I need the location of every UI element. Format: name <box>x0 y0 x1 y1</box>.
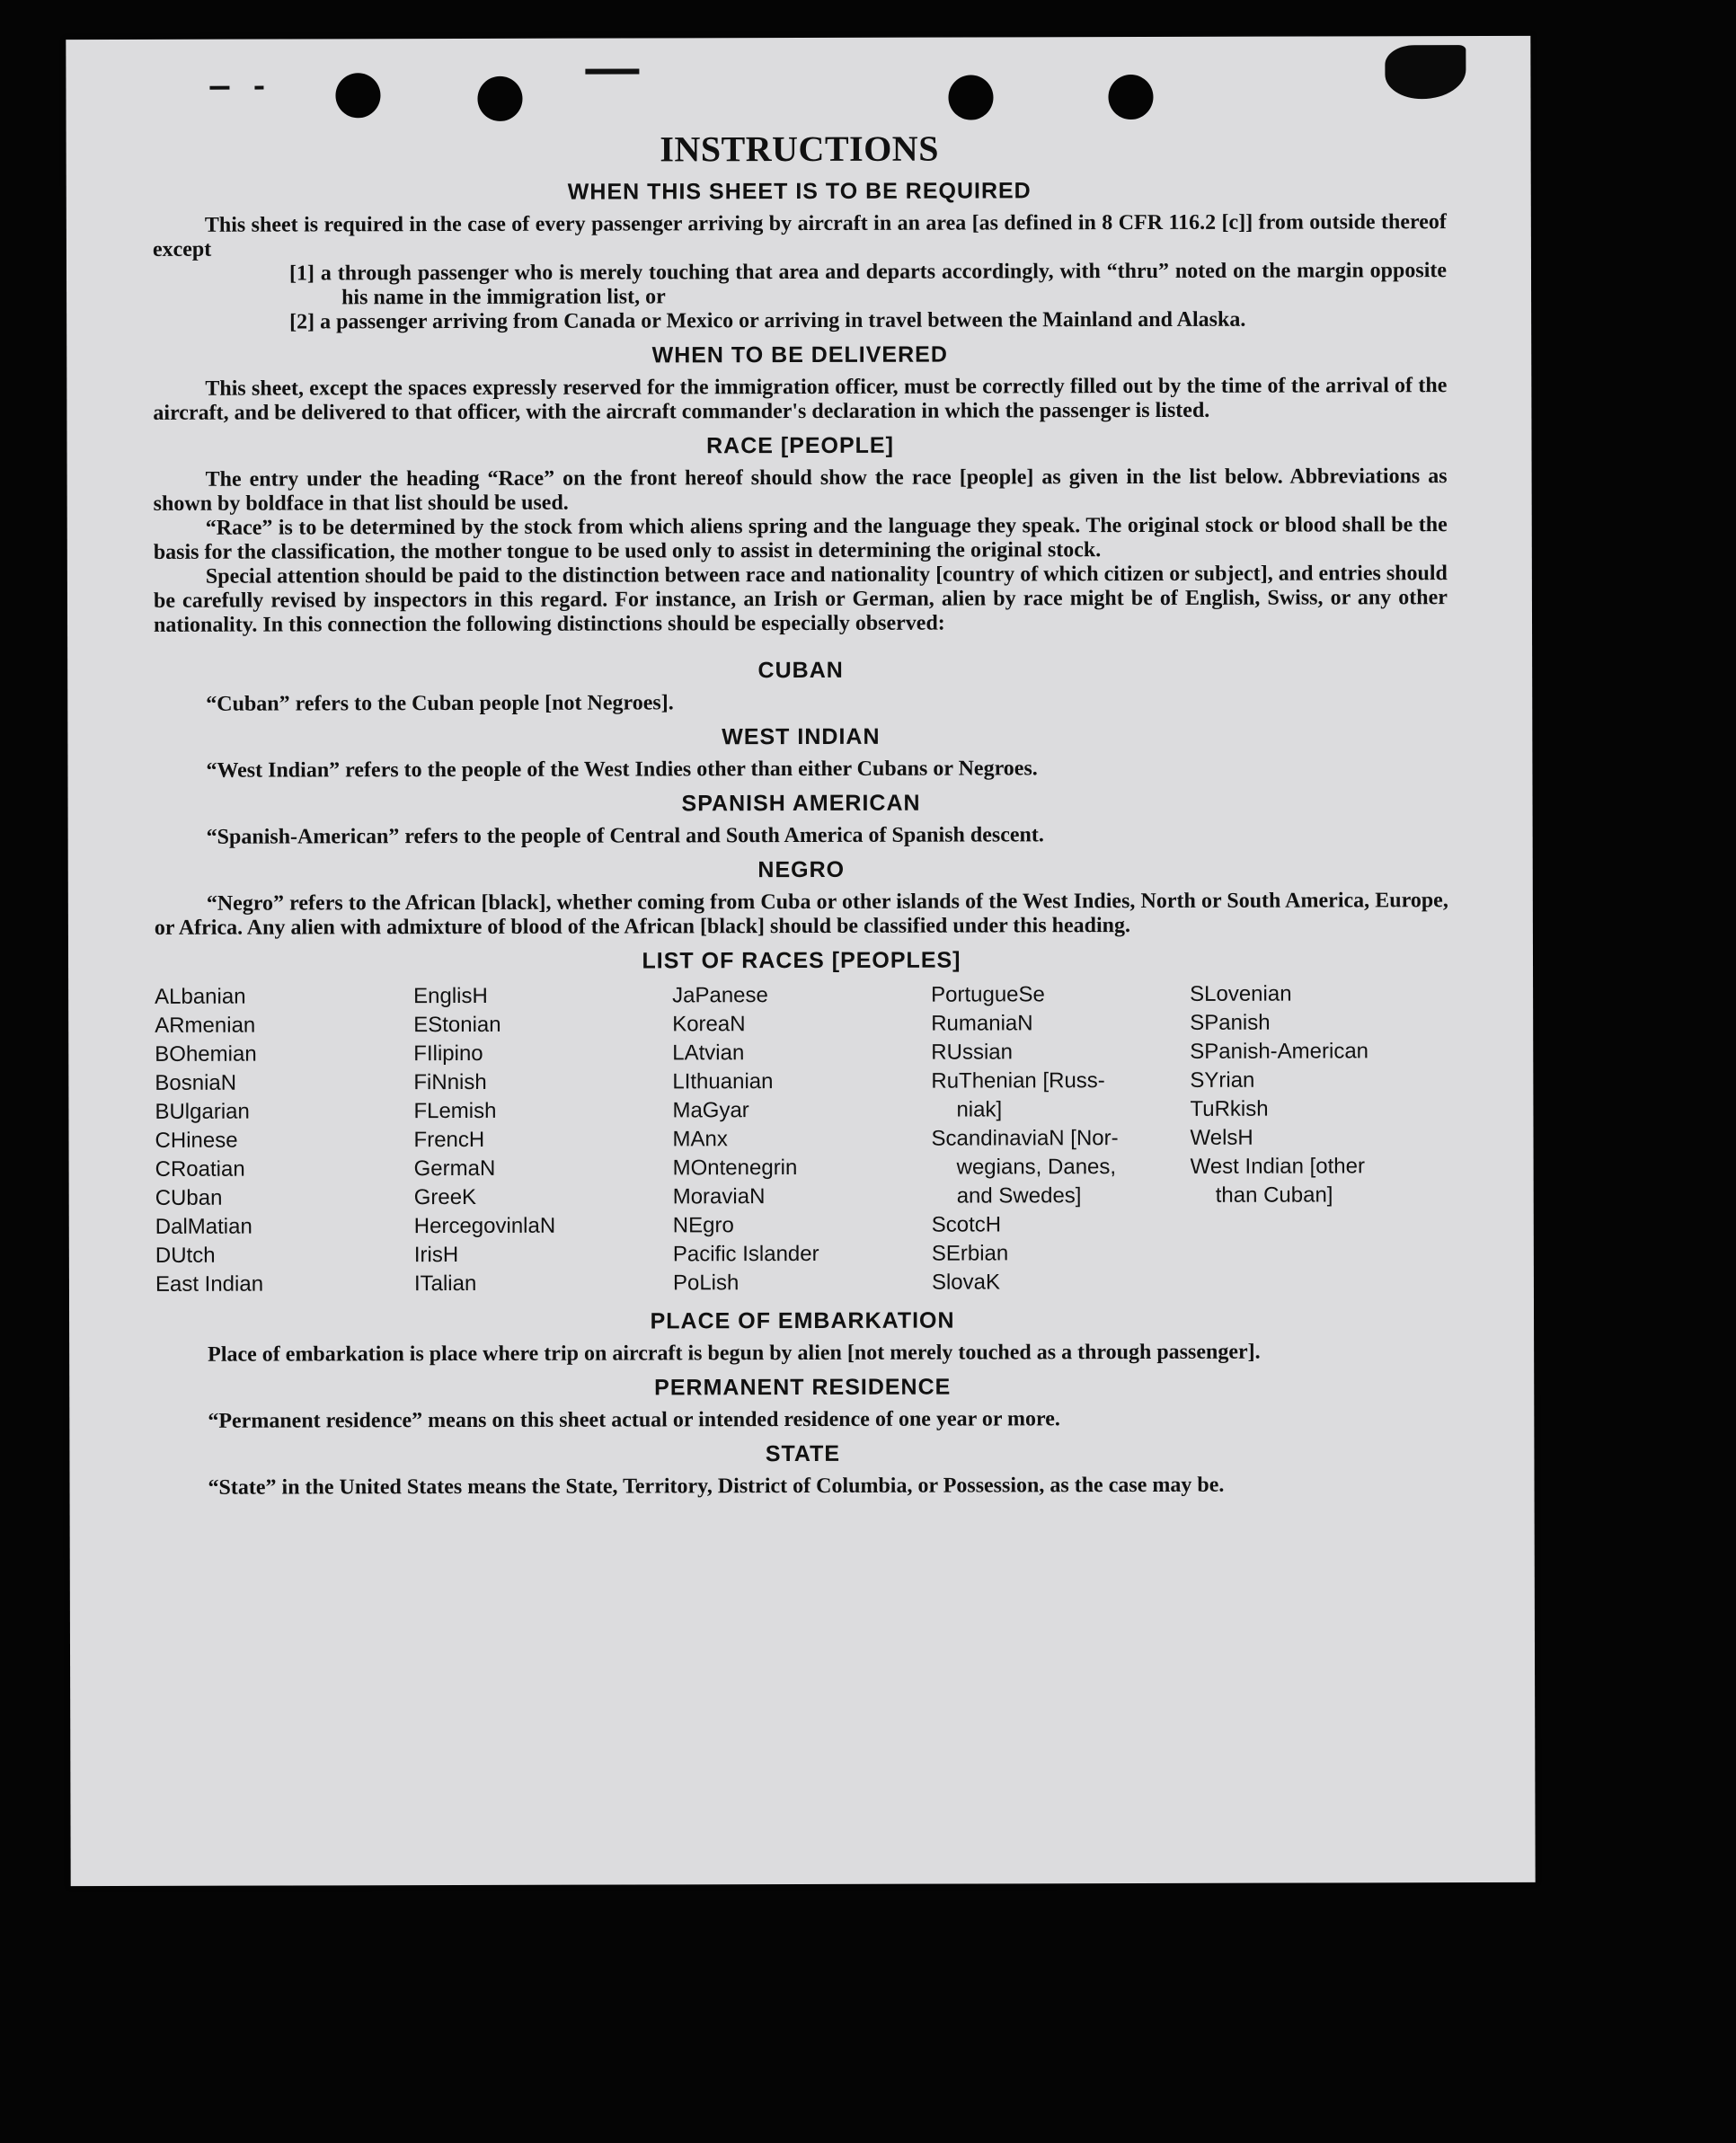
embarkation-text: Place of embarkation is place where trip on aircraft is begun by alien [not merely touched as a through passenger]. <box>208 1340 1261 1367</box>
race-item: SYrian <box>1190 1067 1255 1093</box>
race-item: Pacific Islander <box>672 1241 819 1267</box>
punch-hole <box>477 76 522 121</box>
races-column <box>413 981 673 1298</box>
race-item: LIthuanian <box>672 1069 774 1094</box>
race-paragraph: The entry under the heading “Race” on the front hereof should show the race [people] as given in the list below. Abbreviations as shown by boldface in that list should be used. <box>153 465 1448 516</box>
west-indian-text: “West Indian” refers to the people of the West Indies other than either Cubans or Negroes. <box>206 757 1038 783</box>
race-item: SLovenian <box>1190 981 1292 1006</box>
torn-corner <box>1385 45 1466 99</box>
race-item: GermaN <box>413 1156 496 1182</box>
race-item: West Indian [other <box>1190 1154 1365 1179</box>
race-item: than Cuban] <box>1215 1182 1333 1208</box>
heading-state: STATE <box>765 1440 841 1467</box>
race-item: BUlgarian <box>155 1099 250 1124</box>
race-item: KoreaN <box>672 1012 746 1037</box>
dash-mark <box>585 68 639 74</box>
race-item: CUban <box>155 1185 223 1210</box>
race-item: SErbian <box>931 1241 1009 1266</box>
heading-west-indian: WEST INDIAN <box>722 723 881 750</box>
race-item: MAnx <box>672 1127 728 1152</box>
heading-spanish-american: SPANISH AMERICAN <box>681 790 921 817</box>
race-item: FrencH <box>413 1127 485 1153</box>
race-item: SPanish <box>1190 1010 1271 1035</box>
race-item: ScotcH <box>931 1212 1002 1237</box>
punch-hole <box>948 75 993 120</box>
races-column <box>1190 979 1449 1297</box>
race-item: NEgro <box>672 1213 734 1238</box>
race-item: PortugueSe <box>931 982 1045 1007</box>
heading-list-of-races: LIST OF RACES [PEOPLES] <box>642 947 961 974</box>
state-text: “State” in the United States means the State, Territory, District of Columbia, or Possession, as the case may be. <box>208 1473 1225 1500</box>
race-item: GreeK <box>413 1184 477 1210</box>
race-item: RumaniaN <box>931 1011 1033 1036</box>
dash-mark <box>254 86 263 90</box>
race-item: FLemish <box>413 1098 497 1124</box>
heading-race: RACE [PEOPLE] <box>706 432 894 459</box>
race-item: CHinese <box>155 1128 238 1153</box>
required-item-1: [1] a through passenger who is merely touching that area and departs accordingly, with “thru” noted on the margin opposite his name in the immigration list, or <box>288 259 1448 310</box>
race-item: TuRkish <box>1190 1096 1269 1121</box>
heading-negro: NEGRO <box>757 856 846 883</box>
heading-cuban: CUBAN <box>757 657 844 684</box>
race-item: EnglisH <box>413 983 488 1009</box>
race-item: East Indian <box>155 1271 264 1297</box>
race-item: DUtch <box>155 1243 216 1268</box>
required-intro: This sheet is required in the case of every passenger arriving by aircraft in an area [as defined in 8 CFR 116.2 [c]] from outside thereof except <box>152 210 1447 261</box>
instruction-sheet <box>66 36 1535 1886</box>
punch-hole <box>335 73 380 118</box>
race-item: ALbanian <box>155 984 246 1009</box>
heading-embarkation: PLACE OF EMBARKATION <box>650 1307 955 1334</box>
race-item: ARmenian <box>155 1013 256 1038</box>
negro-text: “Negro” refers to the African [black], whether coming from Cuba or other islands of the West Indies, North or South America, Europe, or Africa. Any alien with admixture of blood of the African [black] should be classified under this heading. <box>154 889 1448 940</box>
race-item: SPanish-American <box>1190 1039 1369 1064</box>
race-item: EStonian <box>413 1012 501 1038</box>
race-item: LAtvian <box>672 1041 745 1066</box>
race-item: IrisH <box>413 1242 459 1268</box>
race-item: niak] <box>956 1097 1003 1122</box>
punch-hole <box>1108 75 1153 120</box>
race-paragraph: Special attention should be paid to the distinction between race and nationality [country of which citizen or subject], and entries should be carefully revised by inspectors in this regard. For instance, an Irish or German, alien by race might be of English, Swiss, or any other nationality. In this connection the following distinctions should be especially observed: <box>153 562 1448 637</box>
instructions-content <box>153 126 1450 1501</box>
races-column <box>672 981 932 1298</box>
race-item: MOntenegrin <box>672 1156 798 1181</box>
races-column <box>155 982 414 1299</box>
race-item: WelsH <box>1190 1125 1253 1150</box>
race-item: RUssian <box>931 1040 1014 1065</box>
cuban-text: “Cuban” refers to the Cuban people [not Negroes]. <box>206 691 674 716</box>
races-list <box>155 979 1449 1299</box>
race-item: ITalian <box>413 1271 477 1297</box>
race-item: JaPanese <box>672 983 768 1008</box>
page-title: INSTRUCTIONS <box>660 128 939 170</box>
required-item-2: [2] a passenger arriving from Canada or Mexico or arriving in travel between the Mainland and Alaska. <box>289 307 1246 334</box>
spanish-american-text: “Spanish-American” refers to the people of Central and South America of Spanish descent. <box>206 823 1044 849</box>
dash-mark <box>209 86 229 90</box>
race-item: MaGyar <box>672 1098 749 1123</box>
race-item: FiNnish <box>413 1069 487 1095</box>
heading-residence: PERMANENT RESIDENCE <box>654 1374 952 1401</box>
heading-delivered: WHEN TO BE DELIVERED <box>651 341 948 368</box>
race-item: HercegovinlaN <box>413 1213 556 1239</box>
race-item: RuThenian [Russ- <box>931 1068 1105 1094</box>
race-item: SlovaK <box>931 1270 1001 1295</box>
race-paragraph: “Race” is to be determined by the stock from which aliens spring and the language they speak. The original stock or blood shall be the basis for the classification, the mother tongue to be used only to assist in determining the original stock. <box>153 513 1448 564</box>
race-item: ScandinaviaN [Nor- <box>931 1126 1119 1151</box>
race-item: wegians, Danes, <box>956 1155 1117 1180</box>
race-item: PoLish <box>672 1271 740 1296</box>
race-item: FIlipino <box>413 1041 483 1067</box>
delivered-text: This sheet, except the spaces expressly reserved for the immigration officer, must be correctly filled out by the time of the arrival of the aircraft, and be delivered to that officer, with the aircraft commander's declaration in which the passenger is listed. <box>153 374 1448 425</box>
race-item: DalMatian <box>155 1214 252 1239</box>
race-item: MoraviaN <box>672 1184 766 1209</box>
races-column <box>931 980 1191 1297</box>
race-item: and Swedes] <box>956 1183 1082 1209</box>
heading-required: WHEN THIS SHEET IS TO BE REQUIRED <box>567 178 1032 205</box>
race-item: CRoatian <box>155 1156 245 1182</box>
race-item: BosniaN <box>155 1070 237 1095</box>
race-item: BOhemian <box>155 1041 257 1067</box>
residence-text: “Permanent residence” means on this sheet actual or intended residence of one year or more. <box>208 1407 1060 1433</box>
